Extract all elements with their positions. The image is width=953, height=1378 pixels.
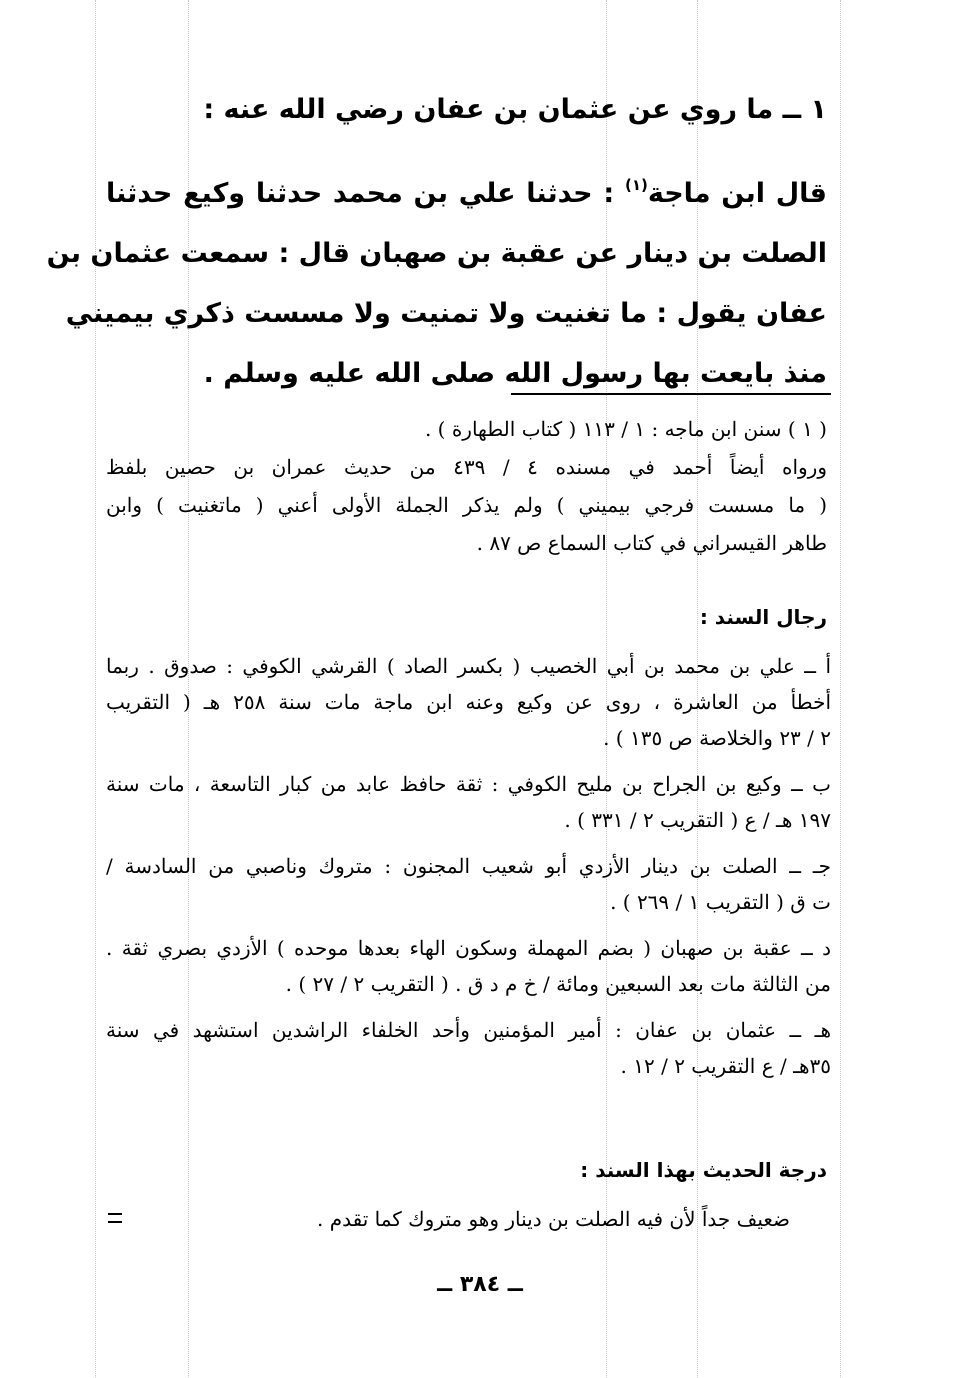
hadith-line [106, 155, 827, 224]
footnote-reference: (١) [624, 176, 648, 194]
scan-line [840, 0, 841, 1378]
narrator-line: ٢ / ٢٣ والخلاصة ص ١٣٥ ) . [603, 726, 831, 750]
footnote [106, 410, 827, 562]
narrator-line: ١٩٧ هـ / ع ( التقريب ٢ / ٣٣١ ) . [564, 808, 831, 832]
narrator-line: د ــ عقبة بن صهبان ( بضم المهملة وسكون الهاء بعدها موحده ) الأزدي بصري ثقة . [106, 936, 831, 960]
narrator-entry [106, 1012, 831, 1084]
footnote-line: ( ما مسست فرجي بيميني ) ولم يذكر الجملة الأولى أعني ( ماتغنيت ) وابن [106, 493, 827, 517]
scan-line [95, 0, 96, 1378]
grade-text: ضعيف جداً لأن فيه الصلت بن دينار وهو متروك كما تقدم . [317, 1207, 790, 1231]
margin-mark [108, 1213, 122, 1223]
page-number: ــ ٣٨٤ ــ [437, 1272, 523, 1297]
narrators-list [106, 648, 831, 1094]
hadith-line: منذ بايعت بها رسول الله صلى الله عليه وسلم . [203, 358, 827, 389]
hadith-line-intro: قال ابن ماجة [647, 178, 827, 209]
hadith-line-intro-rest: : حدثنا علي بن محمد حدثنا وكيع حدثنا [106, 178, 615, 209]
narrator-line: أ ــ علي بن محمد بن أبي الخصيب ( بكسر الصاد ) القرشي الكوفي : صدوق . ربما [106, 654, 832, 678]
narrator-entry [106, 766, 831, 838]
footnote-separator [511, 393, 831, 395]
hadith-text [46, 155, 827, 404]
narrator-line: جـ ــ الصلت بن دينار الأزدي أبو شعيب المجنون : متروك وناصبي من السادسة / [106, 854, 831, 878]
narrator-line: ت ق ( التقريب ١ / ٢٦٩ ) . [610, 890, 831, 914]
narrator-entry [106, 848, 831, 920]
narrator-entry [106, 930, 831, 1002]
hadith-line: الصلت بن دينار عن عقبة بن صهبان قال : سمعت عثمان بن [46, 238, 827, 269]
footnote-line: طاهر القيسراني في كتاب السماع ص ٨٧ . [476, 531, 827, 555]
narrator-entry [106, 648, 831, 756]
narrators-title: رجال السند : [699, 605, 827, 629]
narrator-line: ب ــ وكيع بن الجراح بن مليح الكوفي : ثقة حافظ عابد من كبار التاسعة ، مات سنة [106, 772, 831, 796]
narrator-line: من الثالثة مات بعد السبعين ومائة / خ م د ق . ( التقريب ٢ / ٢٧ ) . [285, 972, 831, 996]
footnote-line: ورواه أيضاً أحمد في مسنده ٤ / ٤٣٩ من حديث عمران بن حصين بلفظ [106, 455, 827, 479]
hadith-line: عفان يقول : ما تغنيت ولا تمنيت ولا مسست ذكري بيميني [65, 298, 827, 329]
footnote-line: ( ١ ) سنن ابن ماجه : ١ / ١١٣ ( كتاب الطهارة ) . [424, 417, 827, 441]
narrator-line: ٣٥هـ / ع التقريب ٢ / ١٢ . [620, 1054, 831, 1078]
narrator-line: أخطأ من العاشرة ، روى عن وكيع وعنه ابن ماجة مات سنة ٢٥٨ هـ ( التقريب [106, 690, 832, 714]
section-heading: ١ ــ ما روي عن عثمان بن عفان رضي الله عنه : [203, 94, 827, 125]
narrator-line: هـ ــ عثمان بن عفان : أمير المؤمنين وأحد الخلفاء الراشدين استشهد في سنة [106, 1018, 831, 1042]
grade-title: درجة الحديث بهذا السند : [580, 1158, 827, 1182]
